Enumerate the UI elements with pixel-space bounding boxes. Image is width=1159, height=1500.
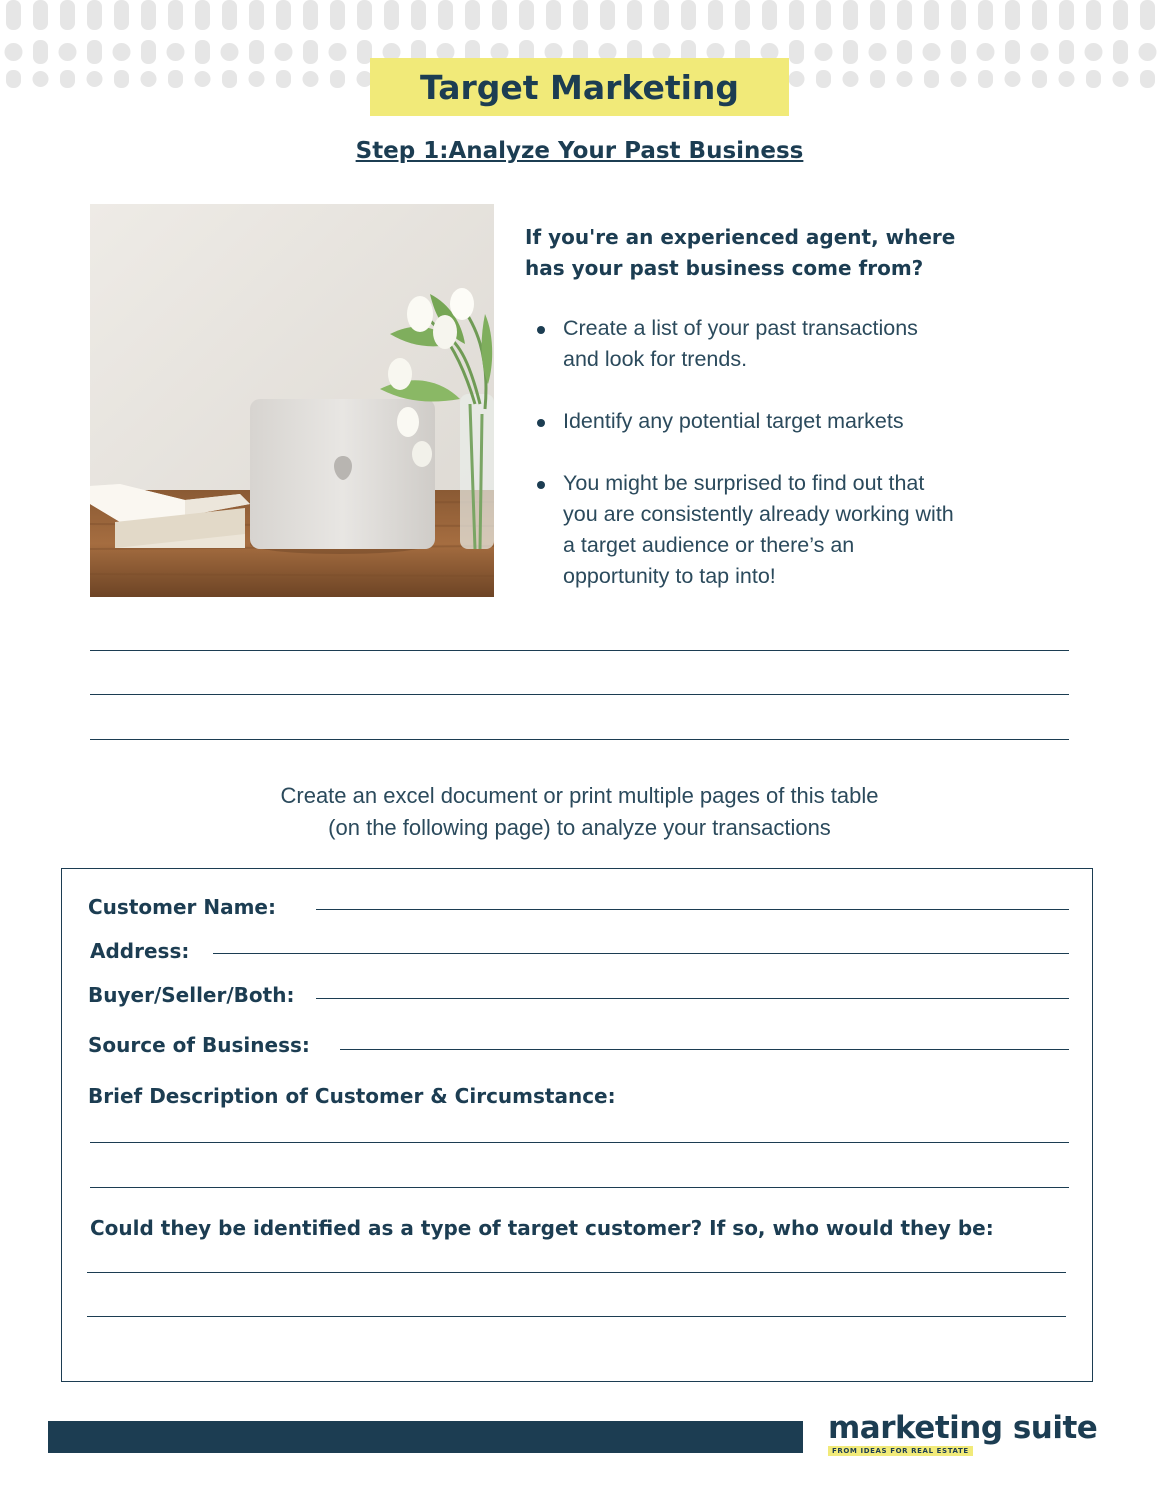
notes-line[interactable] [90, 650, 1069, 651]
list-item-text: and look for trends. [563, 347, 748, 371]
list-item-text: opportunity to tap into! [563, 564, 776, 588]
instructions-line: Create an excel document or print multiple pages of this table [280, 783, 879, 808]
notes-line[interactable] [90, 739, 1069, 740]
transaction-form [61, 868, 1093, 1382]
list-item-text: Create a list of your past transactions [563, 316, 918, 340]
target-question-label: Could they be identified as a type of target customer? If so, who would they be: [90, 1216, 994, 1240]
notes-line[interactable] [90, 694, 1069, 695]
list-item [525, 468, 1045, 592]
desk-laptop-photo [90, 204, 494, 597]
target-answer-line[interactable] [87, 1316, 1066, 1317]
list-item-text: you are consistently already working with [563, 502, 954, 526]
customer-name-label: Customer Name: [88, 895, 276, 919]
tips-list [525, 313, 1045, 623]
list-item [525, 313, 1045, 375]
list-item [525, 406, 1045, 437]
buyer-seller-label: Buyer/Seller/Both: [88, 983, 295, 1007]
description-line[interactable] [90, 1187, 1069, 1188]
customer-name-field[interactable] [316, 909, 1069, 910]
instructions [0, 780, 1159, 844]
intro-question-line: has your past business come from? [525, 256, 924, 280]
target-answer-line[interactable] [87, 1272, 1066, 1273]
title-banner [370, 58, 789, 116]
footer-bar [48, 1421, 803, 1453]
marketing-suite-logo [826, 1408, 1111, 1458]
source-label: Source of Business: [88, 1033, 310, 1057]
address-field[interactable] [213, 953, 1069, 954]
description-label: Brief Description of Customer & Circumstance: [88, 1084, 616, 1108]
step-title: Step 1:Analyze Your Past Business [355, 138, 804, 164]
intro-question [525, 222, 1025, 284]
source-field[interactable] [340, 1049, 1069, 1050]
list-item-text: You might be surprised to find out that [563, 471, 925, 495]
buyer-seller-field[interactable] [316, 998, 1069, 999]
list-item-text: Identify any potential target markets [563, 409, 904, 433]
address-label: Address: [90, 939, 190, 963]
logo-text: marketing suite [828, 1410, 1098, 1446]
instructions-line: (on the following page) to analyze your transactions [328, 815, 831, 840]
page-title: Target Marketing [419, 67, 740, 107]
list-item-text: a target audience or there’s an [563, 533, 855, 557]
intro-question-line: If you're an experienced agent, where [525, 225, 956, 249]
description-line[interactable] [90, 1142, 1069, 1143]
logo-tagline: FROM IDEAS FOR REAL ESTATE [828, 1446, 973, 1456]
